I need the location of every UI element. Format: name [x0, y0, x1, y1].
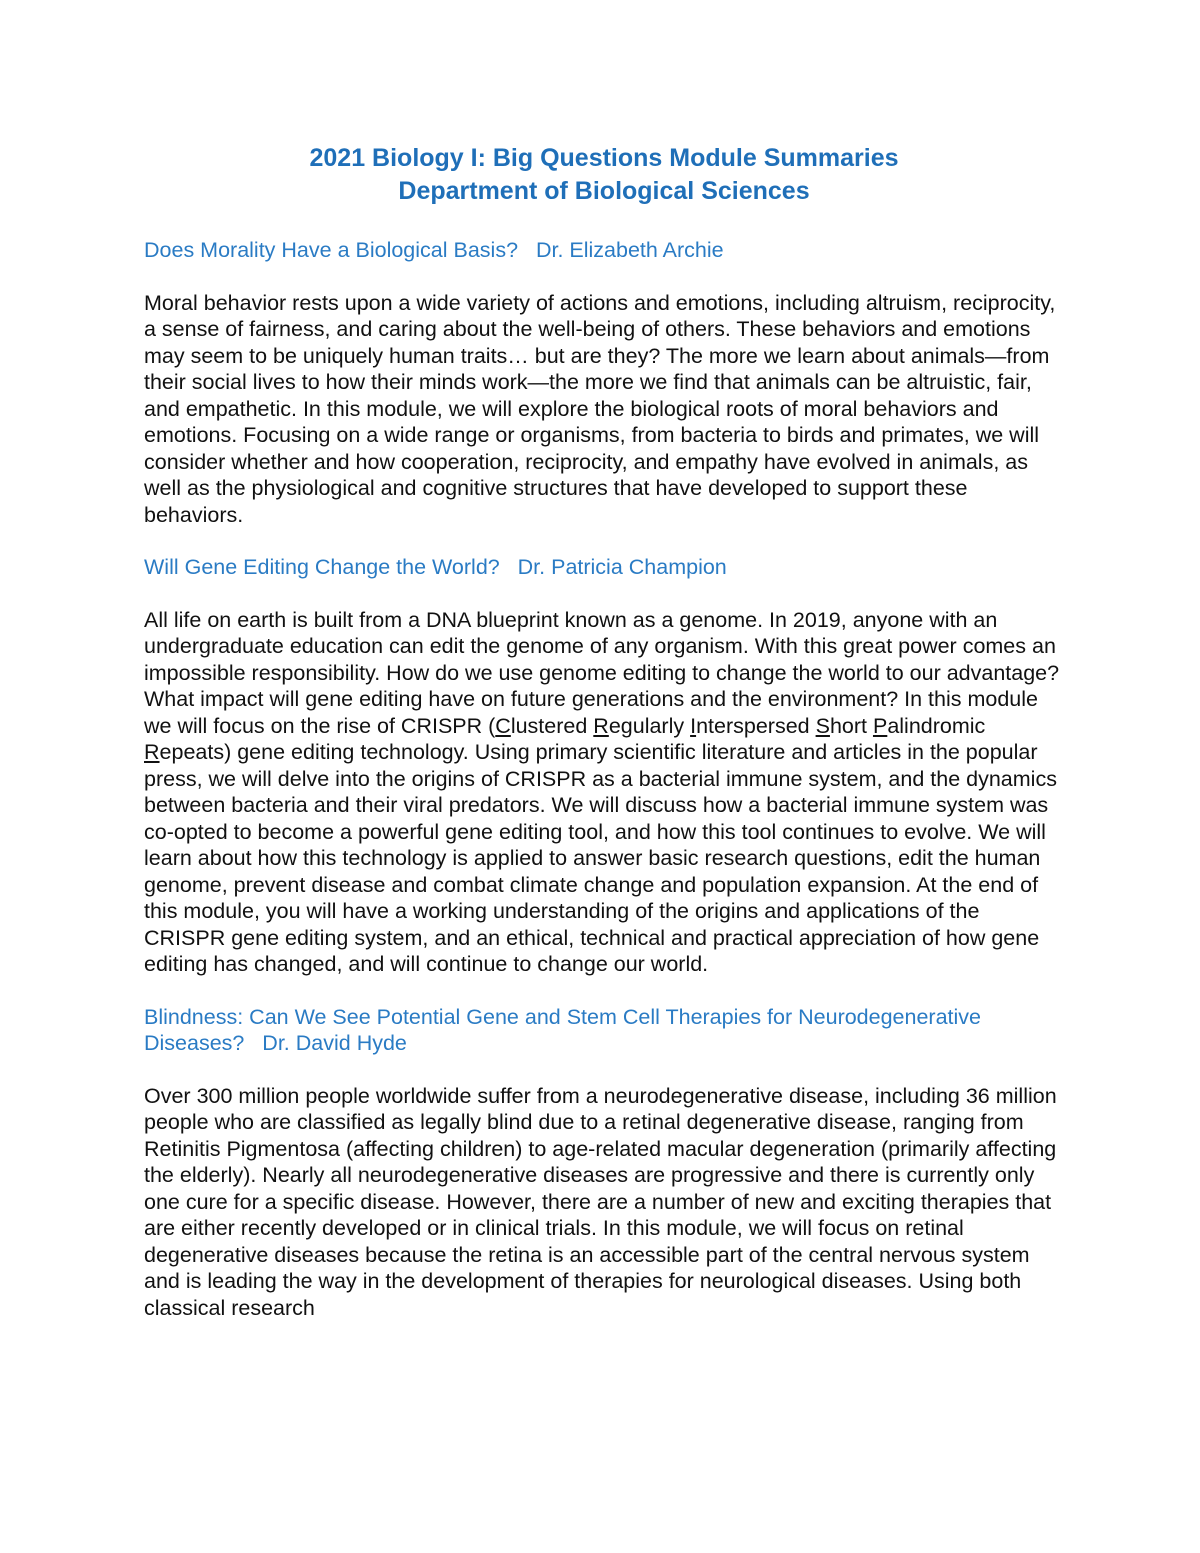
acronym-initial: C: [495, 713, 511, 738]
document-page: [144, 140, 1064, 1321]
acronym-rest: hort: [829, 713, 873, 738]
section-heading-blindness: Blindness: Can We See Potential Gene and Stem Cell Therapies for Neurodegenerative Diseases? Dr. David Hyde: [144, 1004, 987, 1055]
acronym-rest: alindromic: [887, 713, 986, 738]
gene-editing-text-part-1: All life on earth is built from a DNA blueprint known as a genome. In 2019, anyone with an undergraduate education can edit the genome of any organism. With this great power comes an impossible responsibility. How do we use genome editing to change the world to our advantage? What impact will gene editing have on future generations and the environment? In this module we will focus on the rise of CRISPR (: [144, 607, 1060, 738]
gene-editing-text-part-2: ) gene editing technology. Using primary scientific literature and articles in the popular press, we will delve into the origins of CRISPR as a bacterial immune system, and the dynamics between bacteria and their viral predators. We will discuss how a bacterial immune system was co-opted to become a powerful gene editing tool, and how this tool continues to evolve. We will learn about how this technology is applied to answer basic research questions, edit the human genome, prevent disease and combat climate change and population expansion. At the end of this module, you will have a working understanding of the origins and applications of the CRISPR gene editing system, and an ethical, technical and practical appreciation of how gene editing has changed, and will continue to change our world.: [144, 740, 1057, 976]
acronym-initial: R: [144, 740, 160, 764]
section-body-gene-editing: [144, 607, 1064, 978]
title-line-2: Department of Biological Sciences: [398, 177, 810, 205]
document-title: [144, 142, 1064, 208]
acronym-initial: I: [690, 713, 697, 738]
section-heading-gene-editing: Will Gene Editing Change the World? Dr. Patricia Champion: [144, 555, 727, 579]
section-body-morality: Moral behavior rests upon a wide variety of actions and emotions, including altruism, reciprocity, a sense of fairness, and caring about the well-being of others. These behaviors and emotions may seem to be uniquely human traits… but are they? The more we learn about animals—from their social lives to how their minds work—the more we find that animals can be altruistic, fair, and empathetic. In this module, we will explore the biological roots of moral behaviors and emotions. Focusing on a wide range or organisms, from bacteria to birds and primates, we will consider whether and how cooperation, reciprocity, and empathy have evolved in animals, as well as the physiological and cognitive structures that have developed to support these behaviors.: [144, 290, 1056, 527]
acronym-rest: epeats: [159, 740, 225, 764]
acronym-initial: P: [872, 713, 888, 738]
acronym-initial: R: [593, 713, 609, 738]
title-line-1: 2021 Biology I: Big Questions Module Summaries: [309, 144, 899, 172]
section-heading-morality: Does Morality Have a Biological Basis? Dr. Elizabeth Archie: [144, 238, 724, 262]
acronym-rest: lustered: [510, 713, 594, 738]
acronym-rest: nterspersed: [696, 713, 816, 738]
section-body-blindness: Over 300 million people worldwide suffer from a neurodegenerative disease, including 36 million people who are classified as legally blind due to a retinal degenerative disease, ranging from Retinitis Pigmentosa (affecting children) to age-related macular degeneration (primarily affecting the elderly). Nearly all neurodegenerative diseases are progressive and there is currently only one cure for a specific disease. However, there are a number of new and exciting therapies that are either recently developed or in clinical trials. In this module, we will focus on retinal degenerative diseases because the retina is an accessible part of the central nervous system and is leading the way in the development of therapies for neurological diseases. Using both classical research: [144, 1083, 1057, 1320]
acronym-initial: S: [815, 713, 830, 738]
acronym-rest: egularly: [608, 713, 691, 738]
